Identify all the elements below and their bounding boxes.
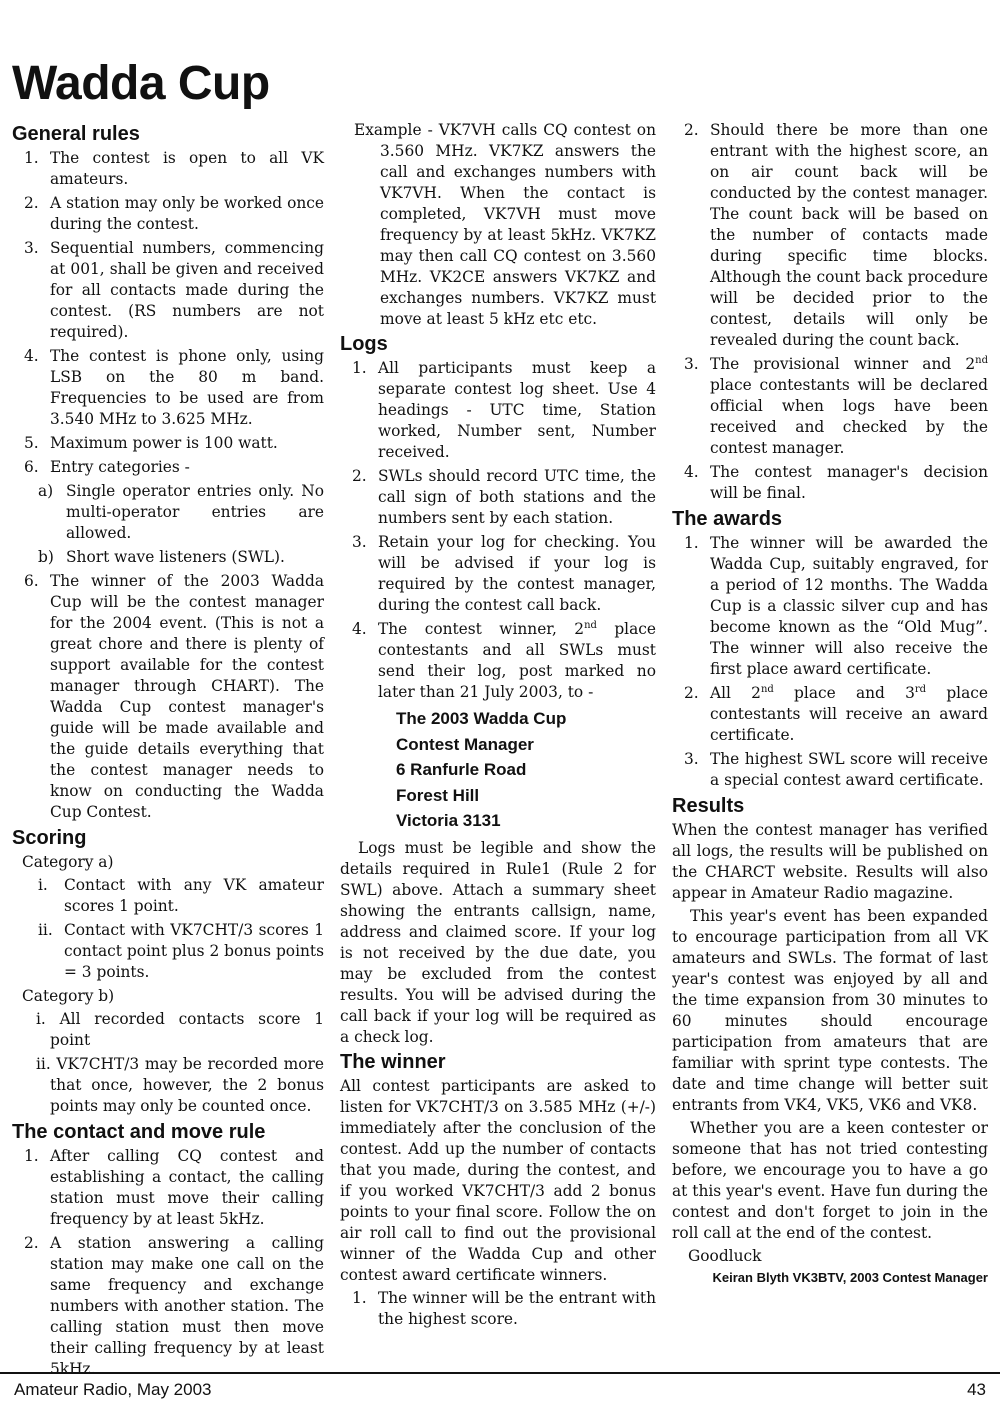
list-item: 4. The contest manager's decision will be final. bbox=[684, 463, 988, 502]
category-a-label: Category a) bbox=[22, 853, 114, 871]
column-2 bbox=[340, 120, 656, 1333]
awards-heading: The awards bbox=[672, 508, 783, 530]
results-heading: Results bbox=[672, 795, 745, 817]
goodluck-text: Goodluck bbox=[688, 1247, 762, 1265]
list-item: 2. SWLs should record UTC time, the call sign of both stations and the numbers sent by each station. bbox=[352, 467, 656, 527]
list-item: 2. A station may only be worked once during the contest. bbox=[24, 194, 324, 233]
list-item: 6. Entry categories - bbox=[24, 458, 190, 476]
category-b-label: Category b) bbox=[22, 987, 115, 1005]
entry-categories-list bbox=[12, 481, 324, 568]
category-a-list bbox=[12, 875, 324, 983]
results-paragraph: When the contest manager has verified all logs, the results will be published on the CHARCT website. Results will also appear in Amateur Radio magazine. bbox=[672, 821, 988, 902]
list-item: ii. VK7CHT/3 may be recorded more that once, however, the 2 bonus points may only be counted once. bbox=[36, 1055, 324, 1115]
scoring-heading: Scoring bbox=[12, 827, 87, 849]
list-item: i. All recorded contacts score 1 point bbox=[36, 1010, 324, 1049]
list-item: 3. The highest SWL score will receive a special contest award certificate. bbox=[684, 750, 988, 789]
list-item: 1. The contest is open to all VK amateurs. bbox=[24, 149, 324, 188]
list-item: 1. After calling CQ contest and establishing a contact, the calling station must move their calling frequency by at least 5kHz. bbox=[24, 1147, 324, 1228]
list-item: 1. All participants must keep a separate contest log sheet. Use 4 headings - UTC time, Station worked, Number sent, Number received. bbox=[352, 359, 656, 461]
list-item: 1. The winner will be awarded the Wadda Cup, suitably engraved, for a period of 12 months. The Wadda Cup is a classic silver cup and has become known as the “Old Mug”. The winner will also receive the first place award certificate. bbox=[684, 534, 988, 678]
winner-list-cont bbox=[672, 120, 988, 504]
category-b-list bbox=[12, 1009, 324, 1117]
article-title: Wadda Cup bbox=[12, 57, 270, 110]
page-number: 43 bbox=[967, 1380, 986, 1399]
address-line: Forest Hill bbox=[396, 785, 480, 805]
general-rules-list bbox=[12, 148, 324, 478]
winner-heading: The winner bbox=[340, 1050, 446, 1073]
example-paragraph: Example - VK7VH calls CQ contest on 3.560 MHz. VK7KZ answers the call and exchanges numbers with VK7VH. When the contact is completed, VK7VH must move frequency by at least 5kHz. VK7KZ may then call CQ contest on 3.560 MHz. VK2CE answers VK7KZ and exchanges numbers. VK7KZ must move at least 5 kHz etc etc. bbox=[354, 121, 656, 328]
address-line: Victoria 3131 bbox=[396, 811, 501, 830]
list-item: 1. The winner will be the entrant with the highest score. bbox=[352, 1288, 656, 1328]
footer-publication: Amateur Radio, May 2003 bbox=[14, 1380, 212, 1399]
awards-list bbox=[672, 533, 988, 791]
list-item: 4. The contest is phone only, using LSB on the 80 m band. Frequencies to be used are from 3.540 MHz to 3.625 MHz. bbox=[24, 347, 324, 428]
column-1 bbox=[12, 120, 324, 1383]
general-rules-list-cont bbox=[12, 571, 324, 823]
general-rules-heading: General rules bbox=[12, 123, 140, 145]
list-item: 2. Should there be more than one entrant with the highest score, an on air count back will be conducted by the contest manager. The count back will be based on the number of contacts made during specific time blocks. Although the count back procedure will be decided prior to the contest, details will only be revealed during the count back. bbox=[684, 121, 988, 349]
contact-move-list bbox=[12, 1146, 324, 1380]
results-paragraph: Whether you are a keen contester or someone that has not tried contesting before, we encourage you to have a go at this year's event. Have fun during the contest and don't forget to join in the roll call at the end of the contest. bbox=[672, 1119, 988, 1242]
list-item: 6. The winner of the 2003 Wadda Cup will be the contest manager for the 2004 event. (This is not a great chore and there is plenty of support available for the contest manager through CHART). The Wadda Cup contest manager's guide will be made available and the guide details everything that the contest manager needs to know on conducting the Wadda Cup Contest. bbox=[24, 572, 324, 821]
winner-paragraph: All contest participants are asked to listen for VK7CHT/3 on 3.585 MHz (+/-) immediately after the conclusion of the contest. Add up the number of contacts that you made, during the contest, and if you worked VK7CHT/3 add 2 bonus points to your final score. Follow the on air roll call to find out the provisional winner of the Wadda Cup and other contest award certificate winners. bbox=[340, 1076, 656, 1284]
winner-list bbox=[340, 1288, 656, 1330]
contact-move-heading: The contact and move rule bbox=[12, 1121, 266, 1143]
logs-list bbox=[340, 358, 656, 703]
list-item: 4. The contest winner, 2nd place contestants and all SWLs must send their log, post marked no later than 21 July 2003, to - bbox=[352, 619, 656, 701]
list-item: 3. The provisional winner and 2nd place contestants will be declared official when logs have been received and checked by the contest manager. bbox=[684, 354, 988, 457]
list-item: a) Single operator entries only. No multi-operator entries are allowed. bbox=[38, 482, 324, 542]
list-item: 3. Retain your log for checking. You will be advised if your log is required by the contest manager, during the contest call back. bbox=[352, 533, 656, 614]
list-item: 3. Sequential numbers, commencing at 001, shall be given and received for all contacts made during the contest. (RS numbers are not required). bbox=[24, 239, 324, 341]
list-item: 2. All 2nd place and 3rd place contestants will receive an award certificate. bbox=[684, 683, 988, 744]
column-3 bbox=[672, 120, 988, 1287]
list-item: i. Contact with any VK amateur scores 1 point. bbox=[38, 876, 324, 915]
list-item: ii. Contact with VK7CHT/3 scores 1 contact point plus 2 bonus points = 3 points. bbox=[38, 921, 324, 981]
logs-note: Logs must be legible and show the details required in Rule1 (Rule 2 for SWL) above. Attach a summary sheet showing the entrants callsign, name, address and claimed score. If your log is not received by the due date, you may be excluded from the contest results. You will be advised during the call back if your log will be required as a check log. bbox=[340, 838, 656, 1046]
mailing-address bbox=[340, 706, 656, 834]
address-line: 6 Ranfurle Road bbox=[396, 760, 527, 779]
author-signoff: Keiran Blyth VK3BTV, 2003 Contest Manager bbox=[712, 1270, 988, 1285]
list-item: 5. Maximum power is 100 watt. bbox=[24, 434, 278, 452]
logs-heading: Logs bbox=[340, 333, 388, 355]
list-item: 2. A station answering a calling station may make one call on the same frequency and exchange numbers with another station. The calling station must then move their calling frequency by at least 5kHz. bbox=[24, 1234, 324, 1378]
results-paragraph: This year's event has been expanded to encourage participation from all VK amateurs and SWLs. The format of last year's contest was enjoyed by all and the time expansion from 30 minutes to 60 minutes should encourage participation from amateurs that are familiar with sprint type contests. The date and time change will better suit entrants from VK4, VK5, VK6 and VK8. bbox=[672, 907, 988, 1114]
address-line: Contest Manager bbox=[396, 734, 534, 754]
list-item: b) Short wave listeners (SWL). bbox=[38, 548, 285, 566]
address-line: The 2003 Wadda Cup bbox=[396, 709, 567, 728]
footer-divider bbox=[0, 1372, 1000, 1374]
